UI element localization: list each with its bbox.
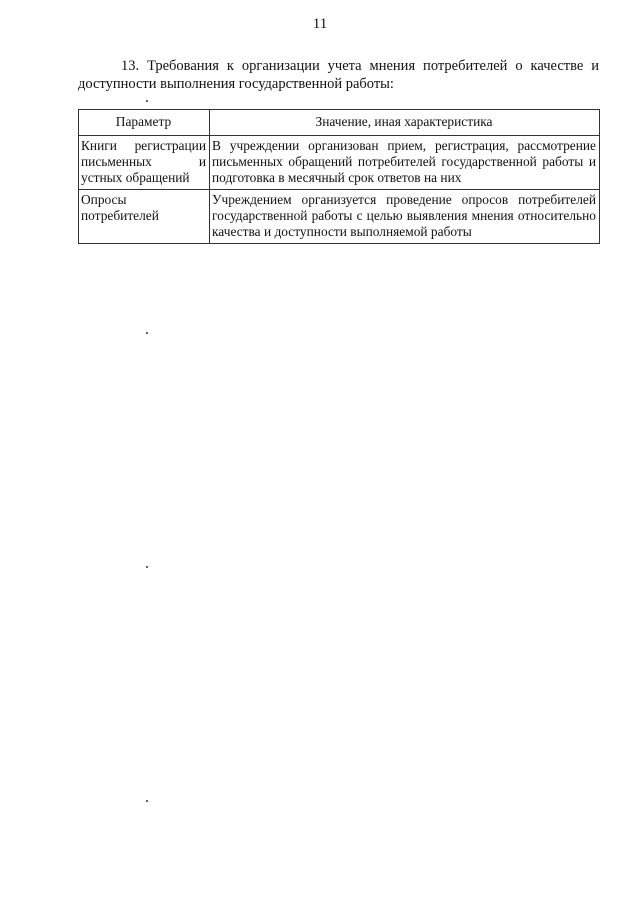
row-parameter: Книги регистрации письменных и устных обращений [79,136,210,190]
page-number: 11 [312,16,328,32]
heading-line-2: доступности выполнения государственной работы: [78,76,394,92]
scan-speck [146,800,148,802]
scan-speck [146,100,148,102]
scan-speck [146,566,148,568]
requirements-table [78,109,600,244]
table-header-row [79,110,600,136]
section-heading [78,57,599,93]
scan-speck [146,332,148,334]
header-parameter: Параметр [79,110,210,136]
heading-line-1: 13. Требования к организации учета мнения потребителей о качестве и [121,58,599,74]
table-row [79,190,600,244]
table-row [79,136,600,190]
header-value: Значение, иная характеристика [210,110,600,136]
row-value: Учреждением организуется проведение опросов потребителей государственной работы с целью выявления мнения относительно качества и доступности выполняемой работы [210,190,600,244]
row-value: В учреждении организован прием, регистрация, рассмотрение письменных обращений потребителей государственной работы и подготовка в месячный срок ответов на них [210,136,600,190]
row-parameter: Опросы потребителей [79,190,210,244]
